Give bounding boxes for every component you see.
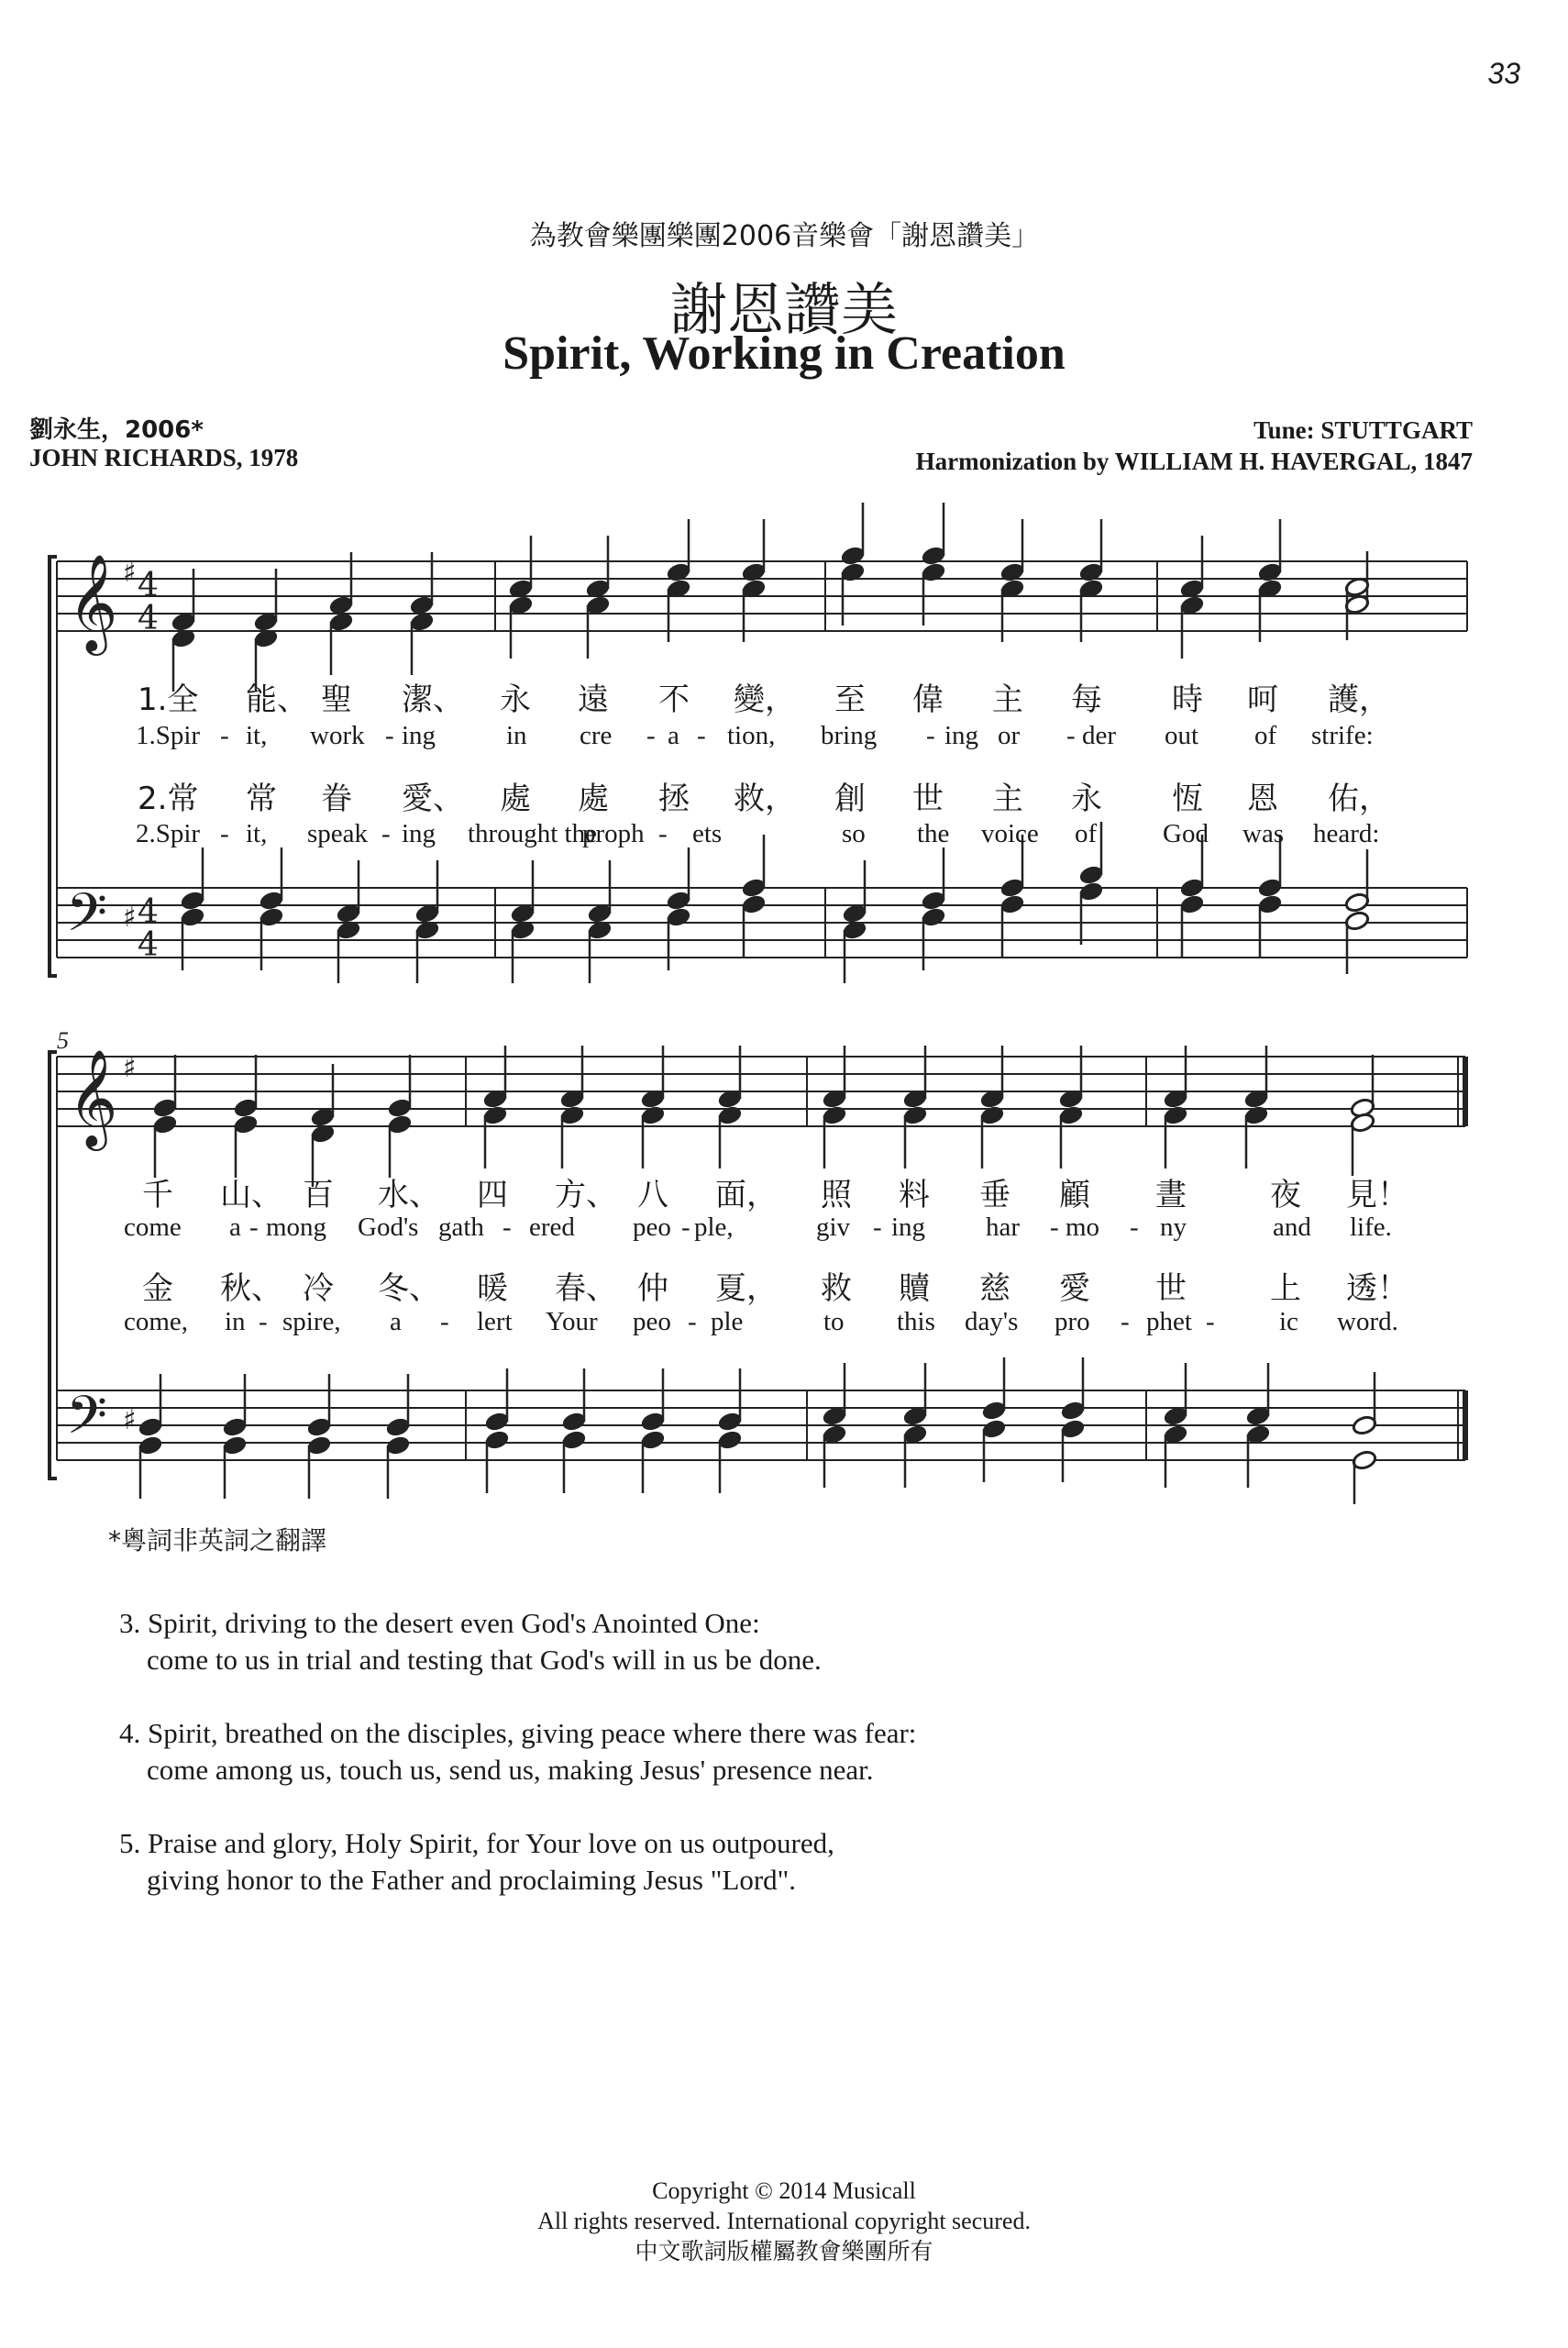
lyric-syllable-zh: 呵: [1247, 681, 1278, 718]
lyric-syllable-en: -: [697, 721, 706, 750]
lyric-syllable-zh: 不: [658, 681, 690, 718]
lyric-syllable-en: in: [225, 1307, 246, 1336]
lyric-syllable-zh: 愛: [1059, 1270, 1090, 1307]
sharp-icon: ♯: [123, 557, 137, 589]
lyric-syllable-zh: 冷: [303, 1270, 334, 1307]
lyric-syllable-zh: 偉: [912, 681, 944, 718]
lyric-syllable-zh: 山、: [220, 1177, 282, 1213]
title-english: Spirit, Working in Creation: [502, 327, 1066, 380]
stanza-3: [119, 1605, 822, 1678]
lyric-syllable-zh: 1.全: [138, 681, 199, 718]
measure-number: 5: [57, 1027, 69, 1054]
system-bracket: [50, 1052, 57, 1479]
time-signature: 4: [138, 600, 159, 637]
lyric-syllable-zh: 方、: [555, 1177, 617, 1213]
sharp-icon: ♯: [123, 1052, 137, 1084]
lyric-syllable-en: tion,: [727, 721, 776, 750]
lyric-syllable-en: ple: [711, 1307, 744, 1336]
lyric-syllable-en: strife:: [1311, 721, 1374, 750]
lyric-syllable-zh: 四: [477, 1177, 508, 1213]
lyric-syllable-zh: 夜: [1270, 1177, 1301, 1213]
lyric-syllable-en: the: [917, 819, 950, 848]
lyric-syllable-en: cre: [580, 721, 613, 750]
lyric-syllable-zh: 潔、: [402, 681, 464, 718]
lyric-syllable-zh: 八: [637, 1177, 668, 1213]
lyric-syllable-en: -: [385, 721, 394, 750]
lyric-syllable-en: mong: [266, 1213, 327, 1242]
lyric-syllable-en: pro: [1055, 1307, 1090, 1336]
lyric-syllable-zh: 遠: [578, 681, 609, 718]
lyric-syllable-en: a: [390, 1307, 402, 1336]
lyric-syllable-en: ple,: [694, 1213, 734, 1242]
lyric-syllable-en: -: [1050, 1213, 1059, 1242]
lyric-syllable-zh: 救: [821, 1270, 852, 1307]
lyric-syllable-zh: 恩: [1247, 781, 1278, 817]
lyric-syllable-zh: 贖: [899, 1270, 930, 1307]
lyric-syllable-en: out: [1165, 721, 1199, 750]
lyric-syllable-zh: 主: [992, 781, 1023, 817]
lyric-syllable-en: throught the: [468, 819, 597, 848]
lyric-syllable-zh: 變，: [734, 681, 796, 718]
lyric-syllable-zh: 能、: [246, 681, 308, 718]
lyric-syllable-zh: 眷: [321, 781, 352, 817]
lyric-syllable-en: -: [1066, 721, 1076, 750]
lyric-syllable-en: -: [926, 721, 935, 750]
lyric-syllable-en: 2.Spir: [136, 819, 201, 848]
lyric-syllable-en: -: [220, 721, 229, 750]
lyric-syllable-zh: 恆: [1172, 781, 1203, 817]
lyric-syllable-zh: 聖: [321, 681, 352, 718]
lyric-syllable-en: it,: [246, 819, 268, 848]
stanza-line: 5. Praise and glory, Holy Spirit, for Your love on us outpoured,: [119, 1827, 834, 1859]
lyric-syllable-zh: 處: [578, 781, 609, 817]
lyric-syllable-en: ets: [692, 819, 723, 848]
lyric-syllable-en: spire,: [282, 1307, 341, 1336]
lyric-syllable-en: peo: [633, 1213, 671, 1242]
lyric-syllable-en: was: [1242, 819, 1285, 848]
lyric-syllable-zh: 救，: [734, 781, 796, 817]
lyric-syllable-en: -: [220, 819, 229, 848]
lyric-syllable-zh: 透！: [1346, 1270, 1408, 1307]
rights-line: All rights reserved. International copyright secured.: [537, 2208, 1031, 2234]
lyric-syllable-zh: 晝: [1155, 1177, 1187, 1213]
lyric-syllable-zh: 仲: [637, 1270, 668, 1307]
lyric-syllable-en: ing: [402, 819, 436, 848]
lyric-syllable-en: -: [646, 721, 656, 750]
lyric-syllable-en: -: [502, 1213, 512, 1242]
stanza-line: 3. Spirit, driving to the desert even God's Anointed One:: [119, 1607, 760, 1639]
lyric-syllable-en: -: [440, 1307, 449, 1336]
lyric-syllable-zh: 百: [303, 1177, 334, 1213]
lyric-syllable-en: proph: [582, 819, 645, 848]
lyric-syllable-en: -: [381, 819, 391, 848]
lyric-syllable-en: word.: [1337, 1307, 1398, 1336]
lyric-syllable-zh: 顧: [1059, 1177, 1090, 1213]
lyric-syllable-en: of: [1075, 819, 1098, 848]
lyric-syllable-en: ered: [529, 1213, 575, 1242]
treble-clef-icon: 𝄞: [68, 553, 118, 651]
lyric-syllable-zh: 世: [912, 781, 944, 817]
lyric-syllable-zh: 暖: [477, 1270, 508, 1307]
lyric-syllable-en: come,: [124, 1307, 189, 1336]
time-signature: 4: [138, 567, 159, 604]
lyric-syllable-zh: 千: [142, 1177, 173, 1213]
lyric-syllable-en: so: [842, 819, 866, 848]
lyric-syllable-zh: 料: [899, 1177, 930, 1213]
lyric-syllable-en: a: [229, 1213, 241, 1242]
lyric-syllable-en: in: [506, 721, 527, 750]
copyright-notice: [0, 2176, 1568, 2266]
lyric-syllable-en: der: [1082, 721, 1117, 750]
lyric-syllable-zh: 春、: [555, 1270, 617, 1307]
lyric-syllable-zh: 水、: [378, 1177, 440, 1213]
lyric-syllable-en: a: [668, 721, 679, 750]
lyric-syllable-en: -: [1130, 1213, 1139, 1242]
lyric-syllable-en: -: [658, 819, 668, 848]
lyric-syllable-en: voice: [981, 819, 1039, 848]
lyric-syllable-en: of: [1254, 721, 1277, 750]
lyric-syllable-zh: 冬、: [378, 1270, 440, 1307]
pretitle: 為教會樂團樂團2006音樂會「謝恩讚美」: [528, 220, 1040, 252]
lyric-syllable-en: -: [249, 1213, 259, 1242]
lyric-syllable-en: work: [310, 721, 365, 750]
lyric-syllable-en: God's: [358, 1213, 419, 1242]
bass-clef-icon: 𝄢: [66, 881, 108, 957]
lyric-syllable-zh: 夏，: [715, 1270, 778, 1307]
lyric-syllable-en: ing: [402, 721, 436, 750]
lyric-syllable-zh: 上: [1270, 1270, 1301, 1307]
lyric-syllable-en: ic: [1279, 1307, 1298, 1336]
lyric-syllable-zh: 垂: [979, 1177, 1010, 1213]
lyric-syllable-en: day's: [965, 1307, 1019, 1336]
lyric-syllable-en: -: [1206, 1307, 1215, 1336]
lyric-syllable-en: ny: [1160, 1213, 1187, 1242]
footnote: *粵詞非英詞之翻譯: [108, 1525, 327, 1556]
copyright-line: Copyright © 2014 Musicall: [652, 2177, 916, 2204]
lyric-syllable-en: -: [873, 1213, 882, 1242]
lyric-syllable-en: ing: [891, 1213, 926, 1242]
translator-credit: 劉永生，2006*: [29, 416, 204, 444]
lyric-syllable-en: -: [1121, 1307, 1130, 1336]
lyric-syllable-en: 1.Spir: [136, 721, 201, 750]
lyric-syllable-zh: 永: [500, 681, 531, 718]
lyric-syllable-zh: 護，: [1328, 681, 1390, 718]
lyric-syllable-en: and: [1273, 1213, 1311, 1242]
lyric-syllable-zh: 2.常: [138, 781, 199, 817]
lyric-syllable-zh: 見！: [1346, 1177, 1408, 1213]
lyric-syllable-zh: 佑，: [1328, 781, 1390, 817]
time-signature: 4: [138, 893, 159, 931]
lyric-syllable-en: -: [681, 1213, 690, 1242]
stanza-4: [119, 1715, 916, 1789]
lyric-syllable-en: life.: [1350, 1213, 1392, 1242]
lyric-syllable-en: peo: [633, 1307, 671, 1336]
lyric-syllable-en: it,: [246, 721, 268, 750]
stanza-line: 4. Spirit, breathed on the disciples, giving peace where there was fear:: [119, 1717, 917, 1749]
lyric-syllable-en: giv: [816, 1213, 851, 1242]
lyric-syllable-en: come: [124, 1213, 182, 1242]
lyric-syllable-en: bring: [821, 721, 878, 750]
lyric-syllable-zh: 愛、: [402, 781, 464, 817]
sharp-icon: ♯: [123, 902, 137, 934]
lyric-syllable-en: Your: [546, 1307, 598, 1336]
system-bracket: [50, 557, 57, 976]
lyric-syllable-zh: 永: [1071, 781, 1102, 817]
time-signature: 4: [138, 926, 159, 964]
lyric-syllable-zh: 照: [821, 1177, 852, 1213]
author-credit: JOHN RICHARDS, 1978: [29, 444, 299, 471]
stanza-line: come to us in trial and testing that God's will in us be done.: [147, 1644, 822, 1676]
stanza-line: giving honor to the Father and proclaiming Jesus "Lord".: [147, 1864, 797, 1896]
treble-clef-icon: 𝄞: [68, 1048, 118, 1146]
lyric-syllable-en: phet: [1146, 1307, 1192, 1336]
lyric-syllable-zh: 處: [500, 781, 531, 817]
lyric-syllable-zh: 常: [246, 781, 277, 817]
stanza-line: come among us, touch us, send us, making Jesus' presence near.: [147, 1754, 874, 1786]
tune-credit: Tune: STUTTGART: [1253, 416, 1473, 444]
page-number: 33: [1487, 57, 1520, 90]
lyric-syllable-en: har: [986, 1213, 1021, 1242]
harmonization-credit: Harmonization by WILLIAM H. HAVERGAL, 1847: [915, 448, 1473, 475]
lyric-syllable-en: this: [897, 1307, 935, 1336]
lyric-syllable-en: lert: [477, 1307, 513, 1336]
chinese-rights-line: 中文歌詞版權屬教會樂團所有: [635, 2238, 933, 2265]
lyric-syllable-en: ing: [944, 721, 979, 750]
lyric-syllable-en: or: [998, 721, 1021, 750]
lyric-syllable-zh: 主: [992, 681, 1023, 718]
lyric-syllable-en: heard:: [1313, 819, 1380, 848]
lyric-syllable-en: God: [1163, 819, 1209, 848]
lyric-syllable-en: speak: [307, 819, 369, 848]
lyric-syllable-zh: 金: [142, 1270, 173, 1307]
stanza-5: [119, 1825, 834, 1899]
sharp-icon: ♯: [123, 1404, 137, 1436]
lyric-syllable-en: -: [259, 1307, 268, 1336]
lyric-syllable-en: gath: [438, 1213, 484, 1242]
lyric-syllable-zh: 每: [1071, 681, 1102, 718]
lyric-syllable-en: -: [688, 1307, 697, 1336]
lyric-syllable-zh: 時: [1172, 681, 1203, 718]
lyric-syllable-zh: 面，: [715, 1177, 778, 1213]
lyric-syllable-zh: 拯: [658, 781, 690, 817]
lyric-syllable-en: mo: [1066, 1213, 1100, 1242]
lyric-syllable-zh: 慈: [979, 1270, 1010, 1307]
title-chinese: 謝恩讚美: [669, 276, 898, 343]
lyric-syllable-en: to: [823, 1307, 845, 1336]
lyric-syllable-zh: 秋、: [220, 1270, 282, 1307]
bass-clef-icon: 𝄢: [66, 1384, 108, 1459]
lyric-syllable-zh: 至: [834, 681, 866, 718]
lyric-syllable-zh: 創: [834, 781, 866, 817]
lyric-syllable-zh: 世: [1155, 1270, 1187, 1307]
